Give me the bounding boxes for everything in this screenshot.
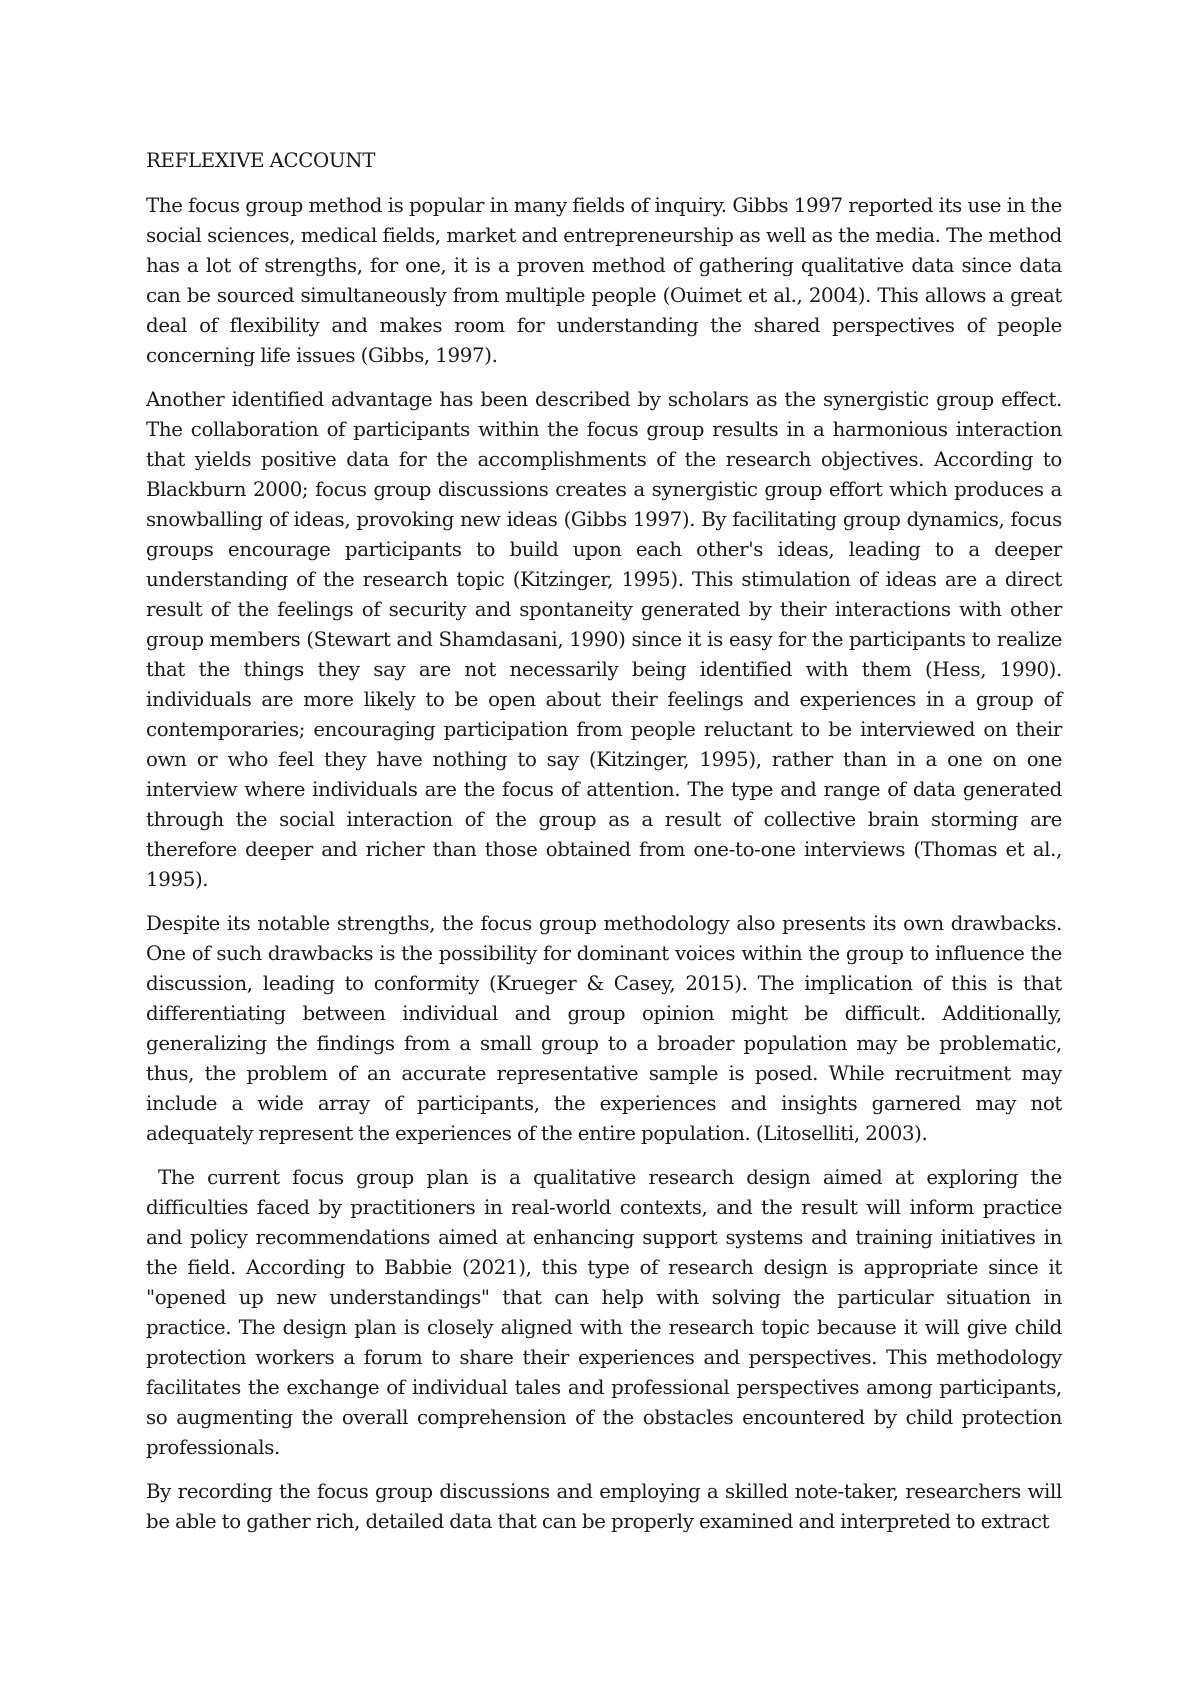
document-body [146,146,1062,1537]
document-heading: REFLEXIVE ACCOUNT [146,149,376,172]
paragraph-2: Another identified advantage has been described by scholars as the synergistic group effect. The collaboration of participants within the focus group results in a harmonious interaction that yields positive data for the accomplishments of the research objectives. According to Blackburn 2000; focus group discussions creates a synergistic group effort which produces a snowballing of ideas, provoking new ideas (Gibbs 1997). By facilitating group dynamics, focus groups encourage participants to build upon each other's ideas, leading to a deeper understanding of the research topic (Kitzinger, 1995). This stimulation of ideas are a direct result of the feelings of security and spontaneity generated by their interactions with other group members (Stewart and Shamdasani, 1990) since it is easy for the participants to realize that the things they say are not necessarily being identified with them (Hess, 1990). individuals are more likely to be open about their feelings and experiences in a group of contemporaries; encouraging participation from people reluctant to be interviewed on their own or who feel they have nothing to say (Kitzinger, 1995), rather than in a one on one interview where individuals are the focus of attention. The type and range of data generated through the social interaction of the group as a result of collective brain storming are therefore deeper and richer than those obtained from one-to-one interviews (Thomas et al., 1995). [146,388,1062,891]
paragraph-4: The current focus group plan is a qualitative research design aimed at exploring the difficulties faced by practitioners in real-world contexts, and the result will inform practice and policy recommendations aimed at enhancing support systems and training initiatives in the field. According to Babbie (2021), this type of research design is appropriate since it "opened up new understandings" that can help with solving the particular situation in practice. The design plan is closely aligned with the research topic because it will give child protection workers a forum to share their experiences and perspectives. This methodology facilitates the exchange of individual tales and professional perspectives among participants, so augmenting the overall comprehension of the obstacles encountered by child protection professionals. [146,1166,1062,1459]
paragraph-3: Despite its notable strengths, the focus group methodology also presents its own drawbacks. One of such drawbacks is the possibility for dominant voices within the group to influence the discussion, leading to conformity (Krueger & Casey, 2015). The implication of this is that differentiating between individual and group opinion might be difficult. Additionally, generalizing the findings from a small group to a broader population may be problematic, thus, the problem of an accurate representative sample is posed. While recruitment may include a wide array of participants, the experiences and insights garnered may not adequately represent the experiences of the entire population. (Litoselliti, 2003). [146,912,1062,1145]
paragraph-1: The focus group method is popular in many fields of inquiry. Gibbs 1997 reported its use in the social sciences, medical fields, market and entrepreneurship as well as the media. The method has a lot of strengths, for one, it is a proven method of gathering qualitative data since data can be sourced simultaneously from multiple people (Ouimet et al., 2004). This allows a great deal of flexibility and makes room for understanding the shared perspectives of people concerning life issues (Gibbs, 1997). [146,194,1062,367]
paragraph-5: By recording the focus group discussions and employing a skilled note-taker, researchers will be able to gather rich, detailed data that can be properly examined and interpreted to extract [146,1480,1062,1533]
